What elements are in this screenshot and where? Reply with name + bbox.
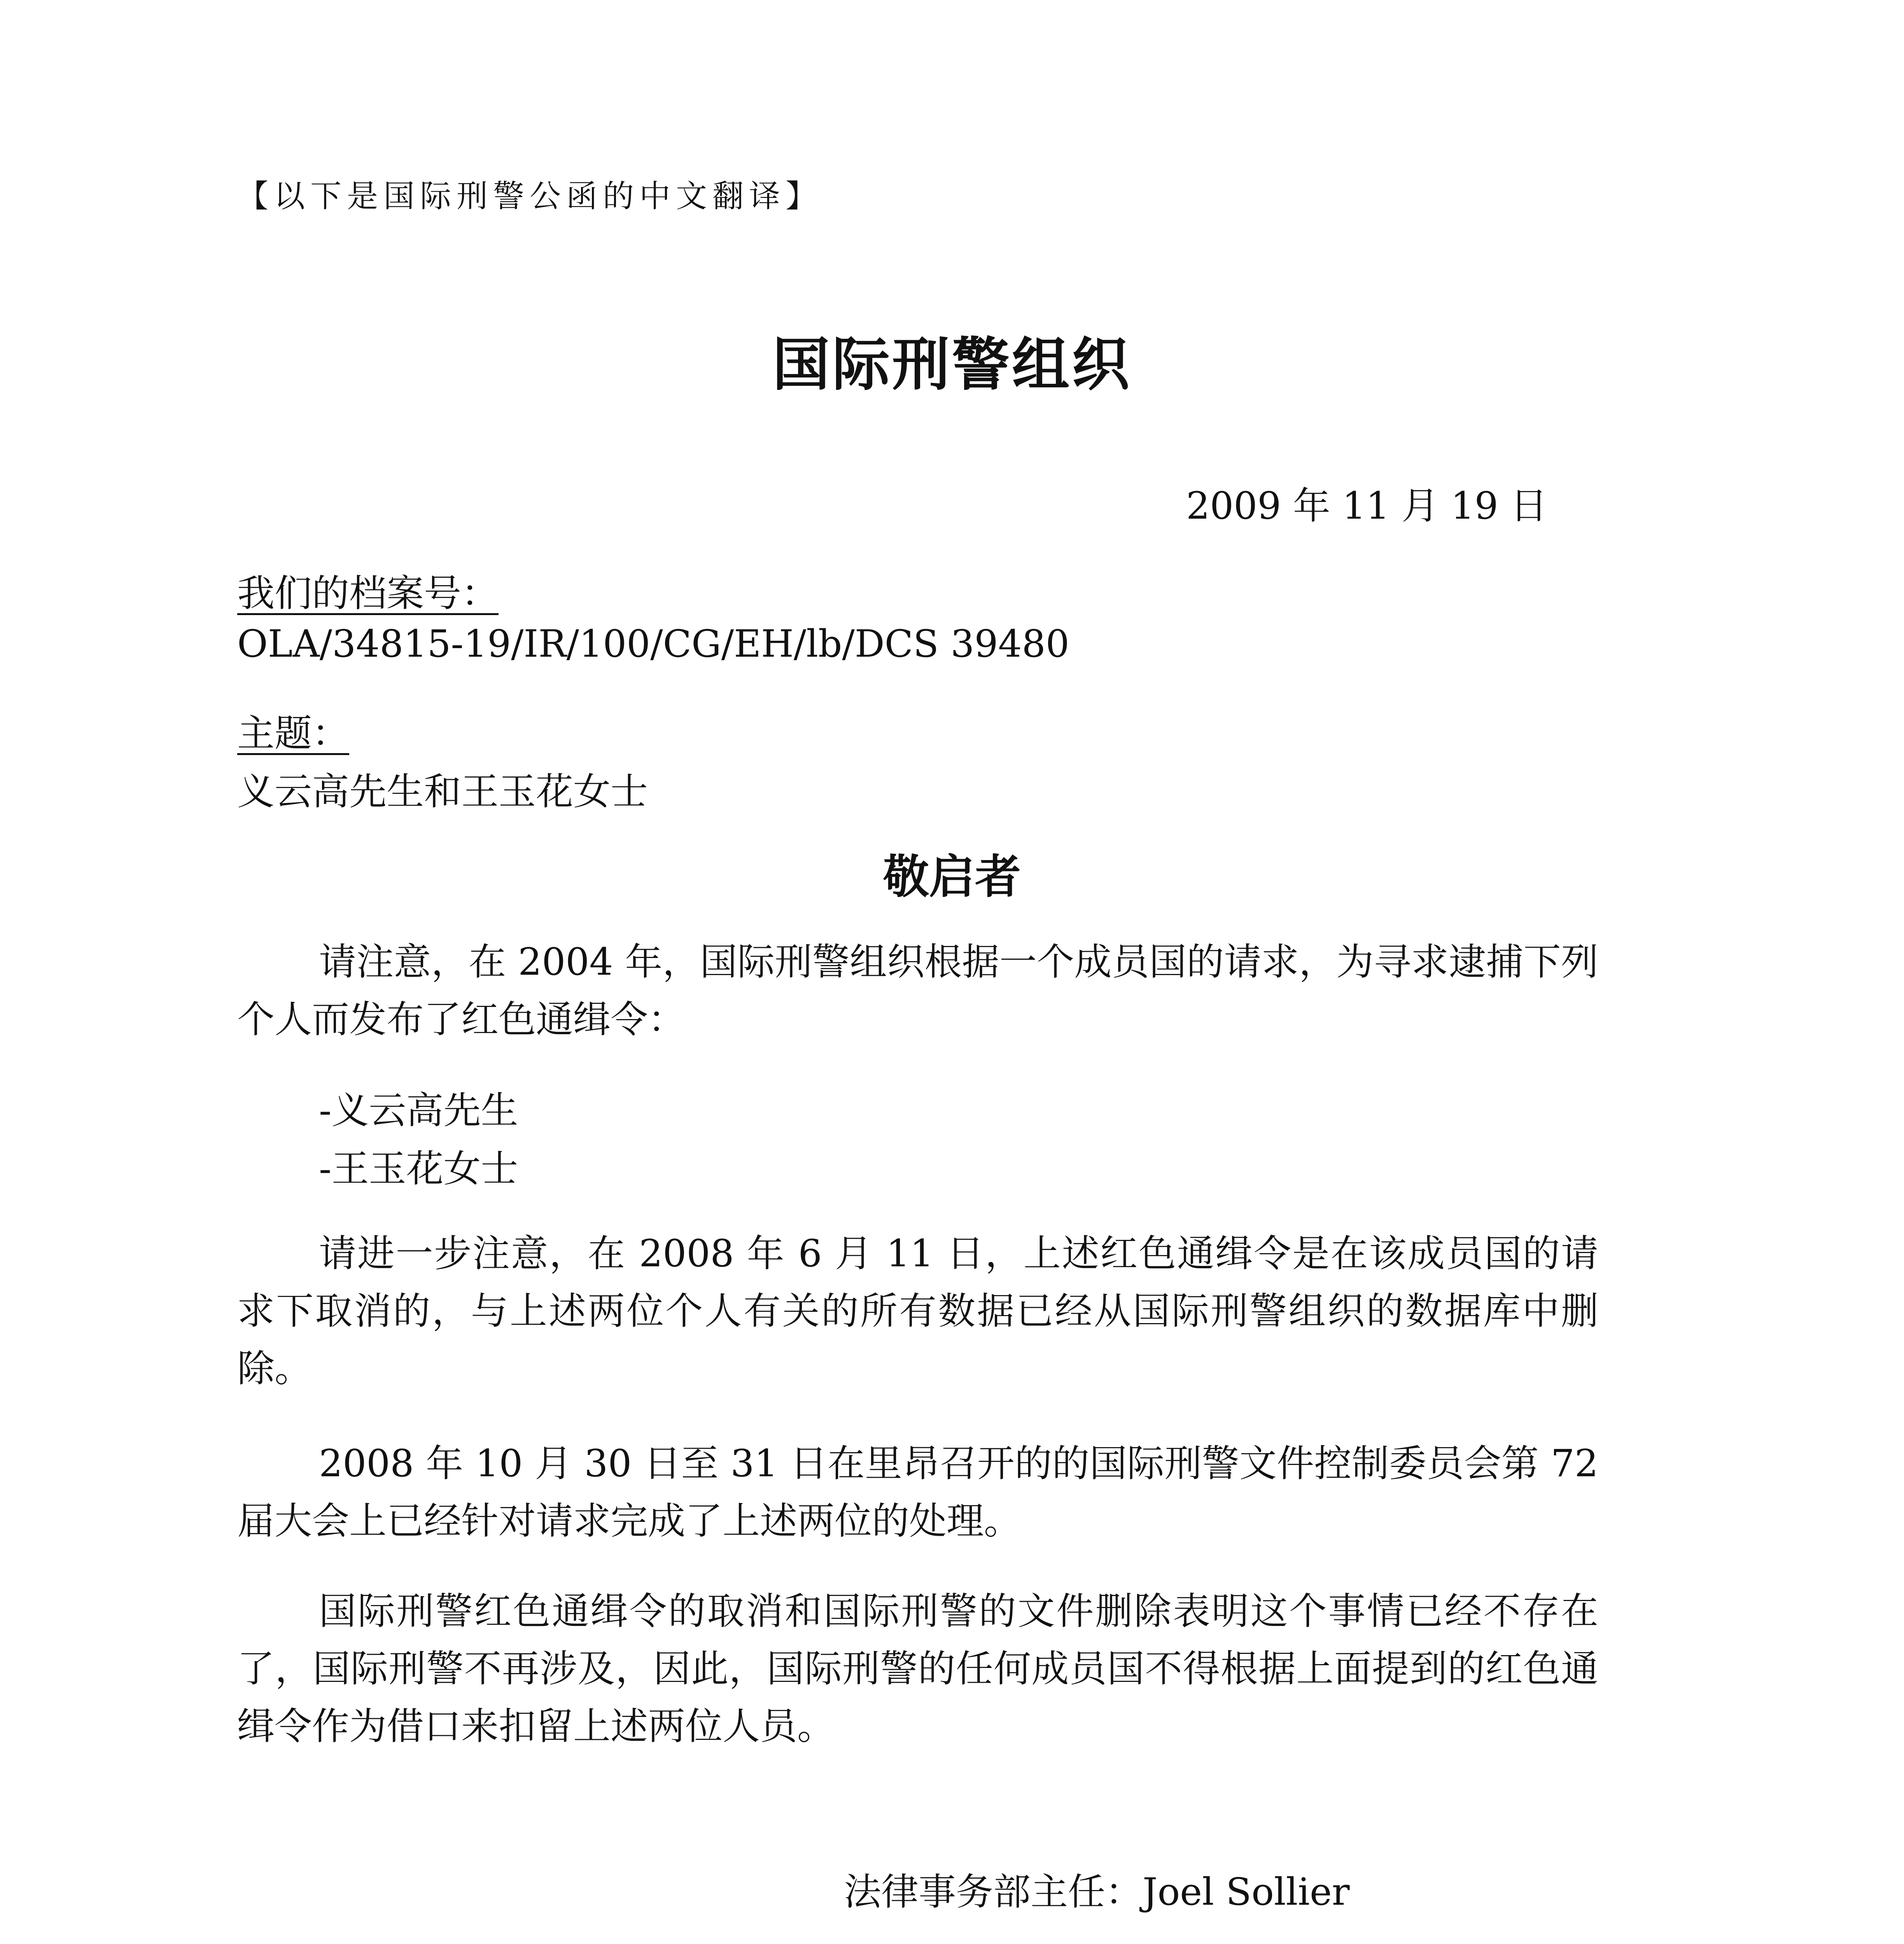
document-title: 国际刑警组织 (772, 331, 1132, 398)
paragraph-1: 请注意，在 2004 年，国际刑警组织根据一个成员国的请求，为寻求逮捕下列个人而发布了红色通缉令： (237, 940, 1598, 1041)
person-item-1: -义云高先生 (319, 1089, 518, 1132)
person-item-2: -王玉花女士 (319, 1147, 518, 1191)
file-ref-value: OLA/34815-19/IR/100/CG/EH/lb/DCS 39480 (237, 622, 1069, 666)
header-note: 【以下是国际刑警公函的中文翻译】 (237, 178, 822, 214)
subject-value: 义云高先生和王玉花女士 (237, 770, 648, 813)
paragraph-2: 请进一步注意，在 2008 年 6 月 11 日，上述红色通缉令是在该成员国的请求下取消的，与上述两位个人有关的所有数据已经从国际刑警组织的数据库中删除。 (237, 1232, 1598, 1390)
salutation: 敬启者 (883, 850, 1021, 904)
paragraph-4: 国际刑警红色通缉令的取消和国际刑警的文件删除表明这个事情已经不存在了，国际刑警不再涉及，因此，国际刑警的任何成员国不得根据上面提到的红色通缉令作为借口来扣留上述两位人员。 (237, 1589, 1598, 1748)
paragraph-3: 2008 年 10 月 30 日至 31 日在里昂召开的的国际刑警文件控制委员会第 72 届大会上已经针对请求完成了上述两位的处理。 (237, 1442, 1598, 1543)
signatory: 法律事务部主任：Joel Sollier (844, 1870, 1350, 1914)
subject-label: 主题： (237, 712, 349, 755)
letter-date: 2009 年 11 月 19 日 (1186, 484, 1548, 528)
file-ref-label: 我们的档案号： (237, 572, 499, 615)
